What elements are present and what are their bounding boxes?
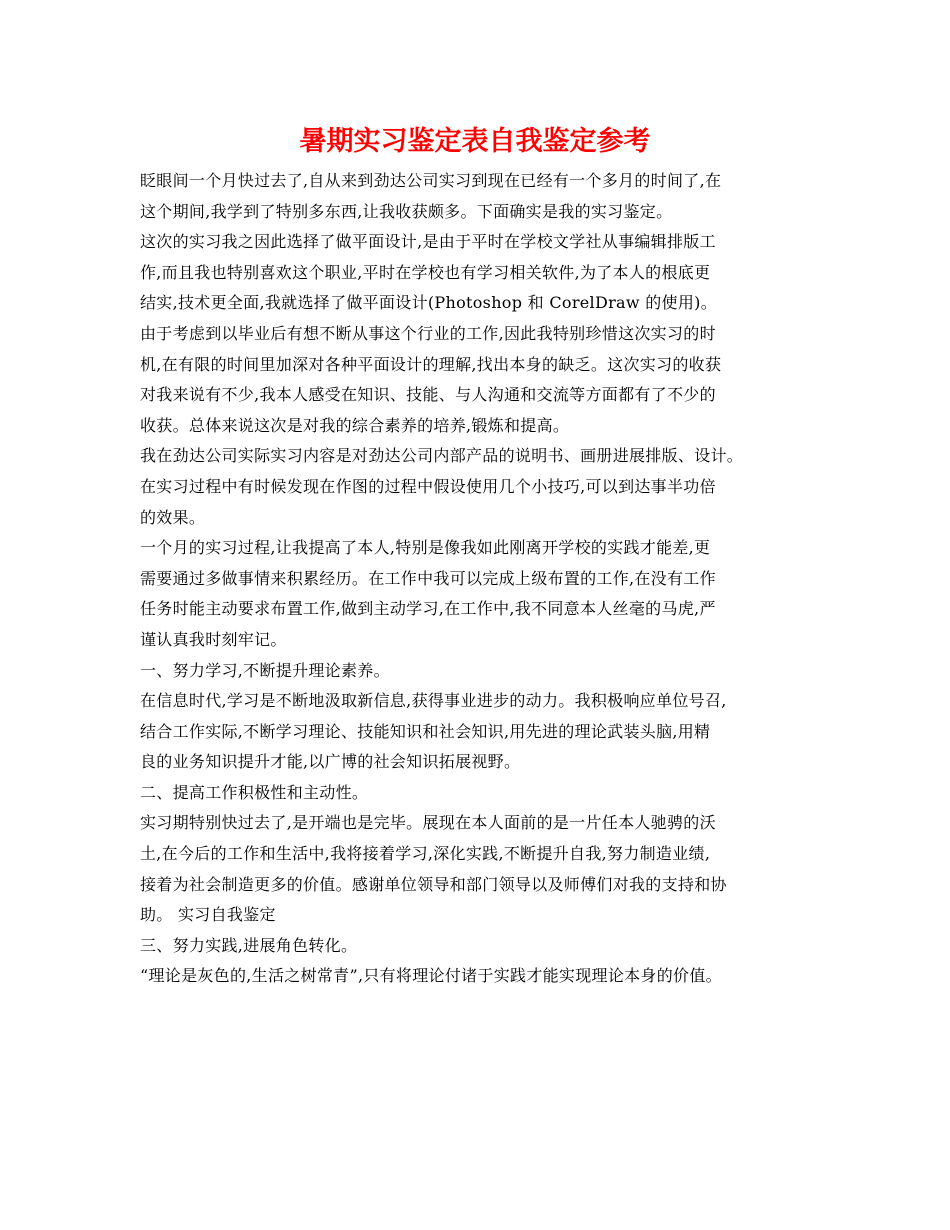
body-line: 在实习过程中有时候发现在作图的过程中假设使用几个小技巧,可以到达事半功倍 — [140, 476, 716, 496]
body-line: 眨眼间一个月快过去了,自从来到劲达公司实习到现在已经有一个多月的时间了,在 — [140, 171, 722, 190]
body-line: 实习期特别快过去了,是开端也是完毕。展现在本人面前的是一片任本人驰骋的沃 — [140, 813, 716, 833]
body-line: 良的业务知识提升才能,以广博的社会知识拓展视野。 — [140, 752, 521, 772]
body-line: “理论是灰色的,生活之树常青”,只有将理论付诸于实践才能实现理论本身的价值。 — [140, 966, 722, 986]
body-line: 我在劲达公司实际实习内容是对劲达公司内部产品的说明书、画册进展排版、设计。 — [140, 446, 744, 466]
body-line: 助。 实习自我鉴定 — [140, 905, 276, 925]
document-body — [140, 166, 830, 992]
body-line: 由于考虑到以毕业后有想不断从事这个行业的工作,因此我特别珍惜这次实习的时 — [140, 323, 716, 343]
section-heading: 一、努力学习,不断提升理论素养。 — [140, 660, 390, 680]
body-line: 谨认真我时刻牢记。 — [140, 629, 287, 649]
body-line: 机,在有限的时间里加深对各种平面设计的理解,找出本身的缺乏。这次实习的收获 — [140, 354, 722, 374]
body-line: 作,而且我也特别喜欢这个职业,平时在学校也有学习相关软件,为了本人的根底更 — [140, 262, 711, 282]
body-line: 结合工作实际,不断学习理论、技能知识和社会知识,用先进的理论武装头脑,用精 — [140, 721, 711, 741]
section-heading: 三、努力实践,进展角色转化。 — [140, 935, 358, 955]
body-line: 任务时能主动要求布置工作,做到主动学习,在工作中,我不同意本人丝毫的马虎,严 — [140, 599, 716, 619]
body-line: 接着为社会制造更多的价值。感谢单位领导和部门领导以及师傅们对我的支持和协 — [140, 874, 727, 894]
body-line: 结实,技术更全面,我就选择了做平面设计(Photoshop 和 CorelDraw 的使用)。 — [140, 293, 717, 313]
body-line: 需要通过多做事情来积累经历。在工作中我可以完成上级布置的工作,在没有工作 — [140, 568, 716, 588]
body-line: 一个月的实习过程,让我提高了本人,特别是像我如此刚离开学校的实践才能差,更 — [140, 538, 711, 558]
body-line: 在信息时代,学习是不断地汲取新信息,获得事业进步的动力。我积极响应单位号召, — [140, 691, 727, 711]
body-line: 对我来说有不少,我本人感受在知识、技能、与人沟通和交流等方面都有了不少的 — [140, 385, 716, 405]
body-line: 的效果。 — [140, 507, 206, 527]
body-line: 这个期间,我学到了特别多东西,让我收获颇多。下面确实是我的实习鉴定。 — [140, 201, 673, 221]
document-title: 暑期实习鉴定表自我鉴定参考 — [299, 126, 651, 157]
body-line: 土,在今后的工作和生活中,我将接着学习,深化实践,不断提升自我,努力制造业绩, — [140, 844, 711, 864]
body-line: 这次的实习我之因此选择了做平面设计,是由于平时在学校文学社从事编辑排版工 — [140, 232, 716, 252]
body-line: 收获。总体来说这次是对我的综合素养的培养,锻炼和提高。 — [140, 415, 570, 435]
section-heading: 二、提高工作积极性和主动性。 — [140, 782, 369, 802]
